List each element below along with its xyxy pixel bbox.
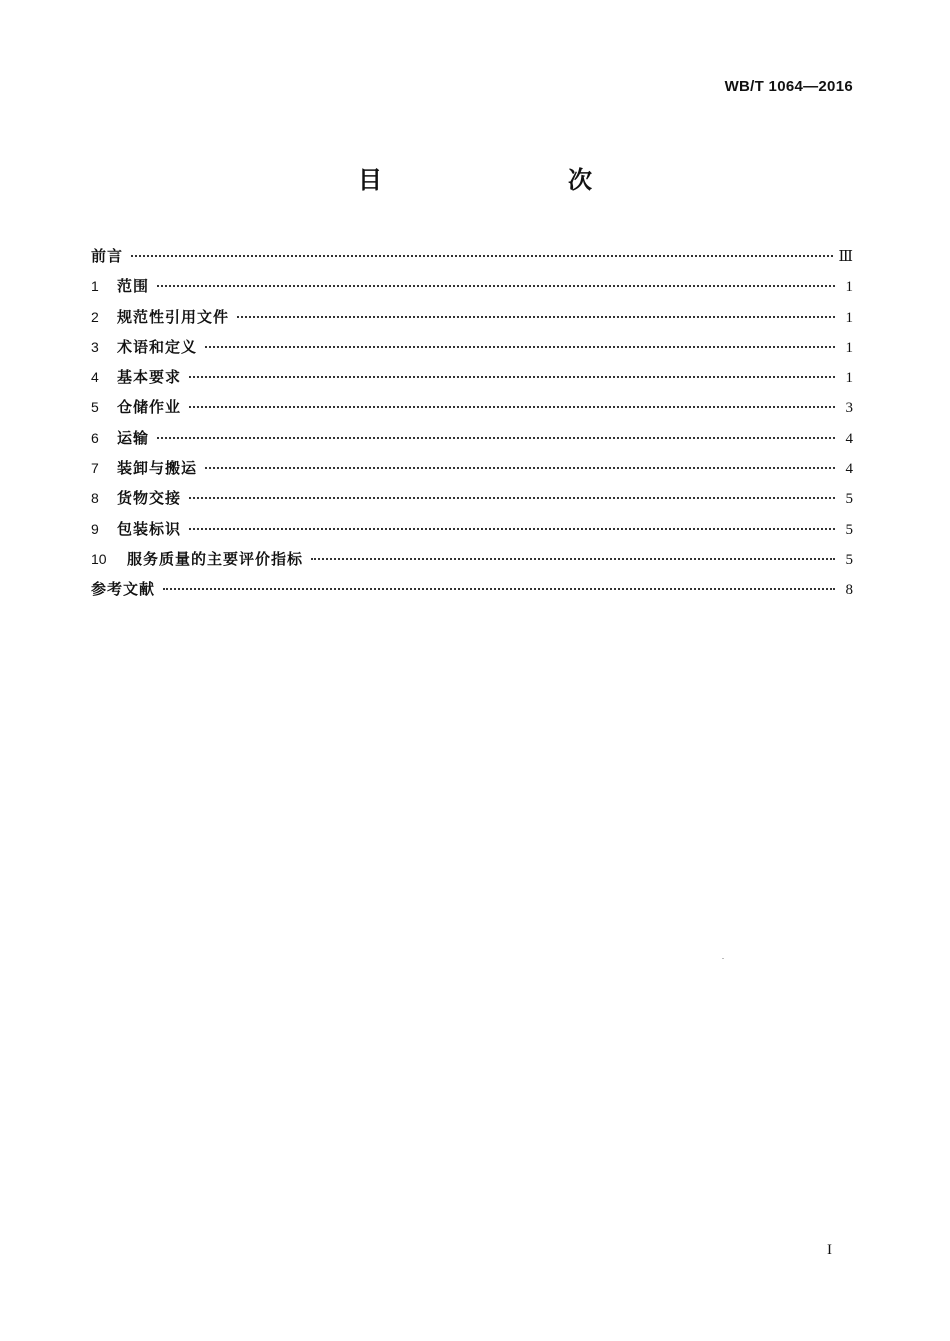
dot-leader	[189, 376, 835, 378]
toc-entry-page: 5	[845, 521, 853, 538]
toc-entry-label: 范围	[117, 277, 150, 296]
dot-leader	[237, 316, 835, 318]
toc-entry-number: 7	[91, 460, 99, 477]
toc-entry-loading-handling[interactable]	[91, 455, 853, 485]
toc-entry-label: 前言	[91, 247, 124, 265]
dot-leader	[157, 437, 835, 439]
toc-entry-page: 1	[845, 279, 853, 296]
toc-entry-page: 8	[845, 582, 853, 599]
toc-entry-page: 5	[845, 491, 853, 508]
toc-entry-page: 1	[845, 339, 853, 356]
toc-entry-terms-definitions[interactable]	[91, 334, 853, 364]
toc-entry-page: 4	[845, 461, 853, 478]
toc-entry-normative-references[interactable]	[91, 304, 853, 334]
dot-leader	[131, 255, 833, 257]
toc-entry-label: 参考文献	[91, 580, 156, 599]
toc-entry-cargo-handover[interactable]	[91, 485, 853, 515]
toc-entry-number: 2	[91, 308, 99, 325]
dot-leader	[189, 406, 835, 408]
toc-entry-basic-requirements[interactable]	[91, 364, 853, 394]
page-title: 目 次	[358, 166, 638, 194]
toc-entry-label: 运输	[117, 428, 150, 447]
toc-entry-number: 6	[91, 429, 99, 446]
toc-entry-page: 3	[845, 400, 853, 417]
toc-entry-number: 10	[91, 550, 107, 567]
standard-code: WB/T 1064—2016	[724, 78, 853, 95]
toc-entry-number: 4	[91, 369, 99, 386]
dot-leader	[311, 558, 835, 560]
toc-entry-label: 基本要求	[117, 368, 182, 387]
toc-entry-page: Ⅲ	[838, 249, 853, 265]
toc-entry-label: 货物交接	[117, 489, 182, 508]
toc-entry-label: 规范性引用文件	[117, 307, 230, 326]
toc-entry-number: 8	[91, 490, 99, 507]
toc-entry-label: 装卸与搬运	[117, 459, 198, 478]
toc-entry-number: 9	[91, 520, 99, 537]
dot-leader	[205, 467, 835, 469]
toc-entry-number: 3	[91, 338, 99, 355]
toc-entry-label: 服务质量的主要评价指标	[127, 549, 304, 568]
toc-entry-scope[interactable]	[91, 273, 853, 303]
toc-entry-service-quality[interactable]	[91, 546, 853, 576]
toc-entry-page: 1	[845, 370, 853, 387]
table-of-contents	[91, 243, 853, 607]
toc-entry-page: 1	[845, 309, 853, 326]
dot-leader	[163, 588, 835, 590]
dot-leader	[189, 528, 835, 530]
toc-entry-foreword[interactable]	[91, 243, 853, 273]
page-number: I	[827, 1242, 832, 1258]
toc-entry-warehousing[interactable]	[91, 394, 853, 424]
toc-entry-number: 1	[91, 278, 99, 295]
toc-entry-bibliography[interactable]	[91, 576, 853, 606]
toc-entry-label: 仓储作业	[117, 398, 182, 417]
toc-entry-packaging-marking[interactable]	[91, 516, 853, 546]
toc-entry-label: 术语和定义	[117, 337, 198, 356]
toc-entry-page: 5	[845, 551, 853, 568]
dot-leader	[189, 497, 835, 499]
toc-entry-transport[interactable]	[91, 425, 853, 455]
scan-speck	[722, 958, 724, 959]
dot-leader	[205, 346, 835, 348]
toc-entry-label: 包装标识	[117, 519, 182, 538]
dot-leader	[157, 285, 835, 287]
toc-entry-page: 4	[845, 430, 853, 447]
toc-entry-number: 5	[91, 399, 99, 416]
